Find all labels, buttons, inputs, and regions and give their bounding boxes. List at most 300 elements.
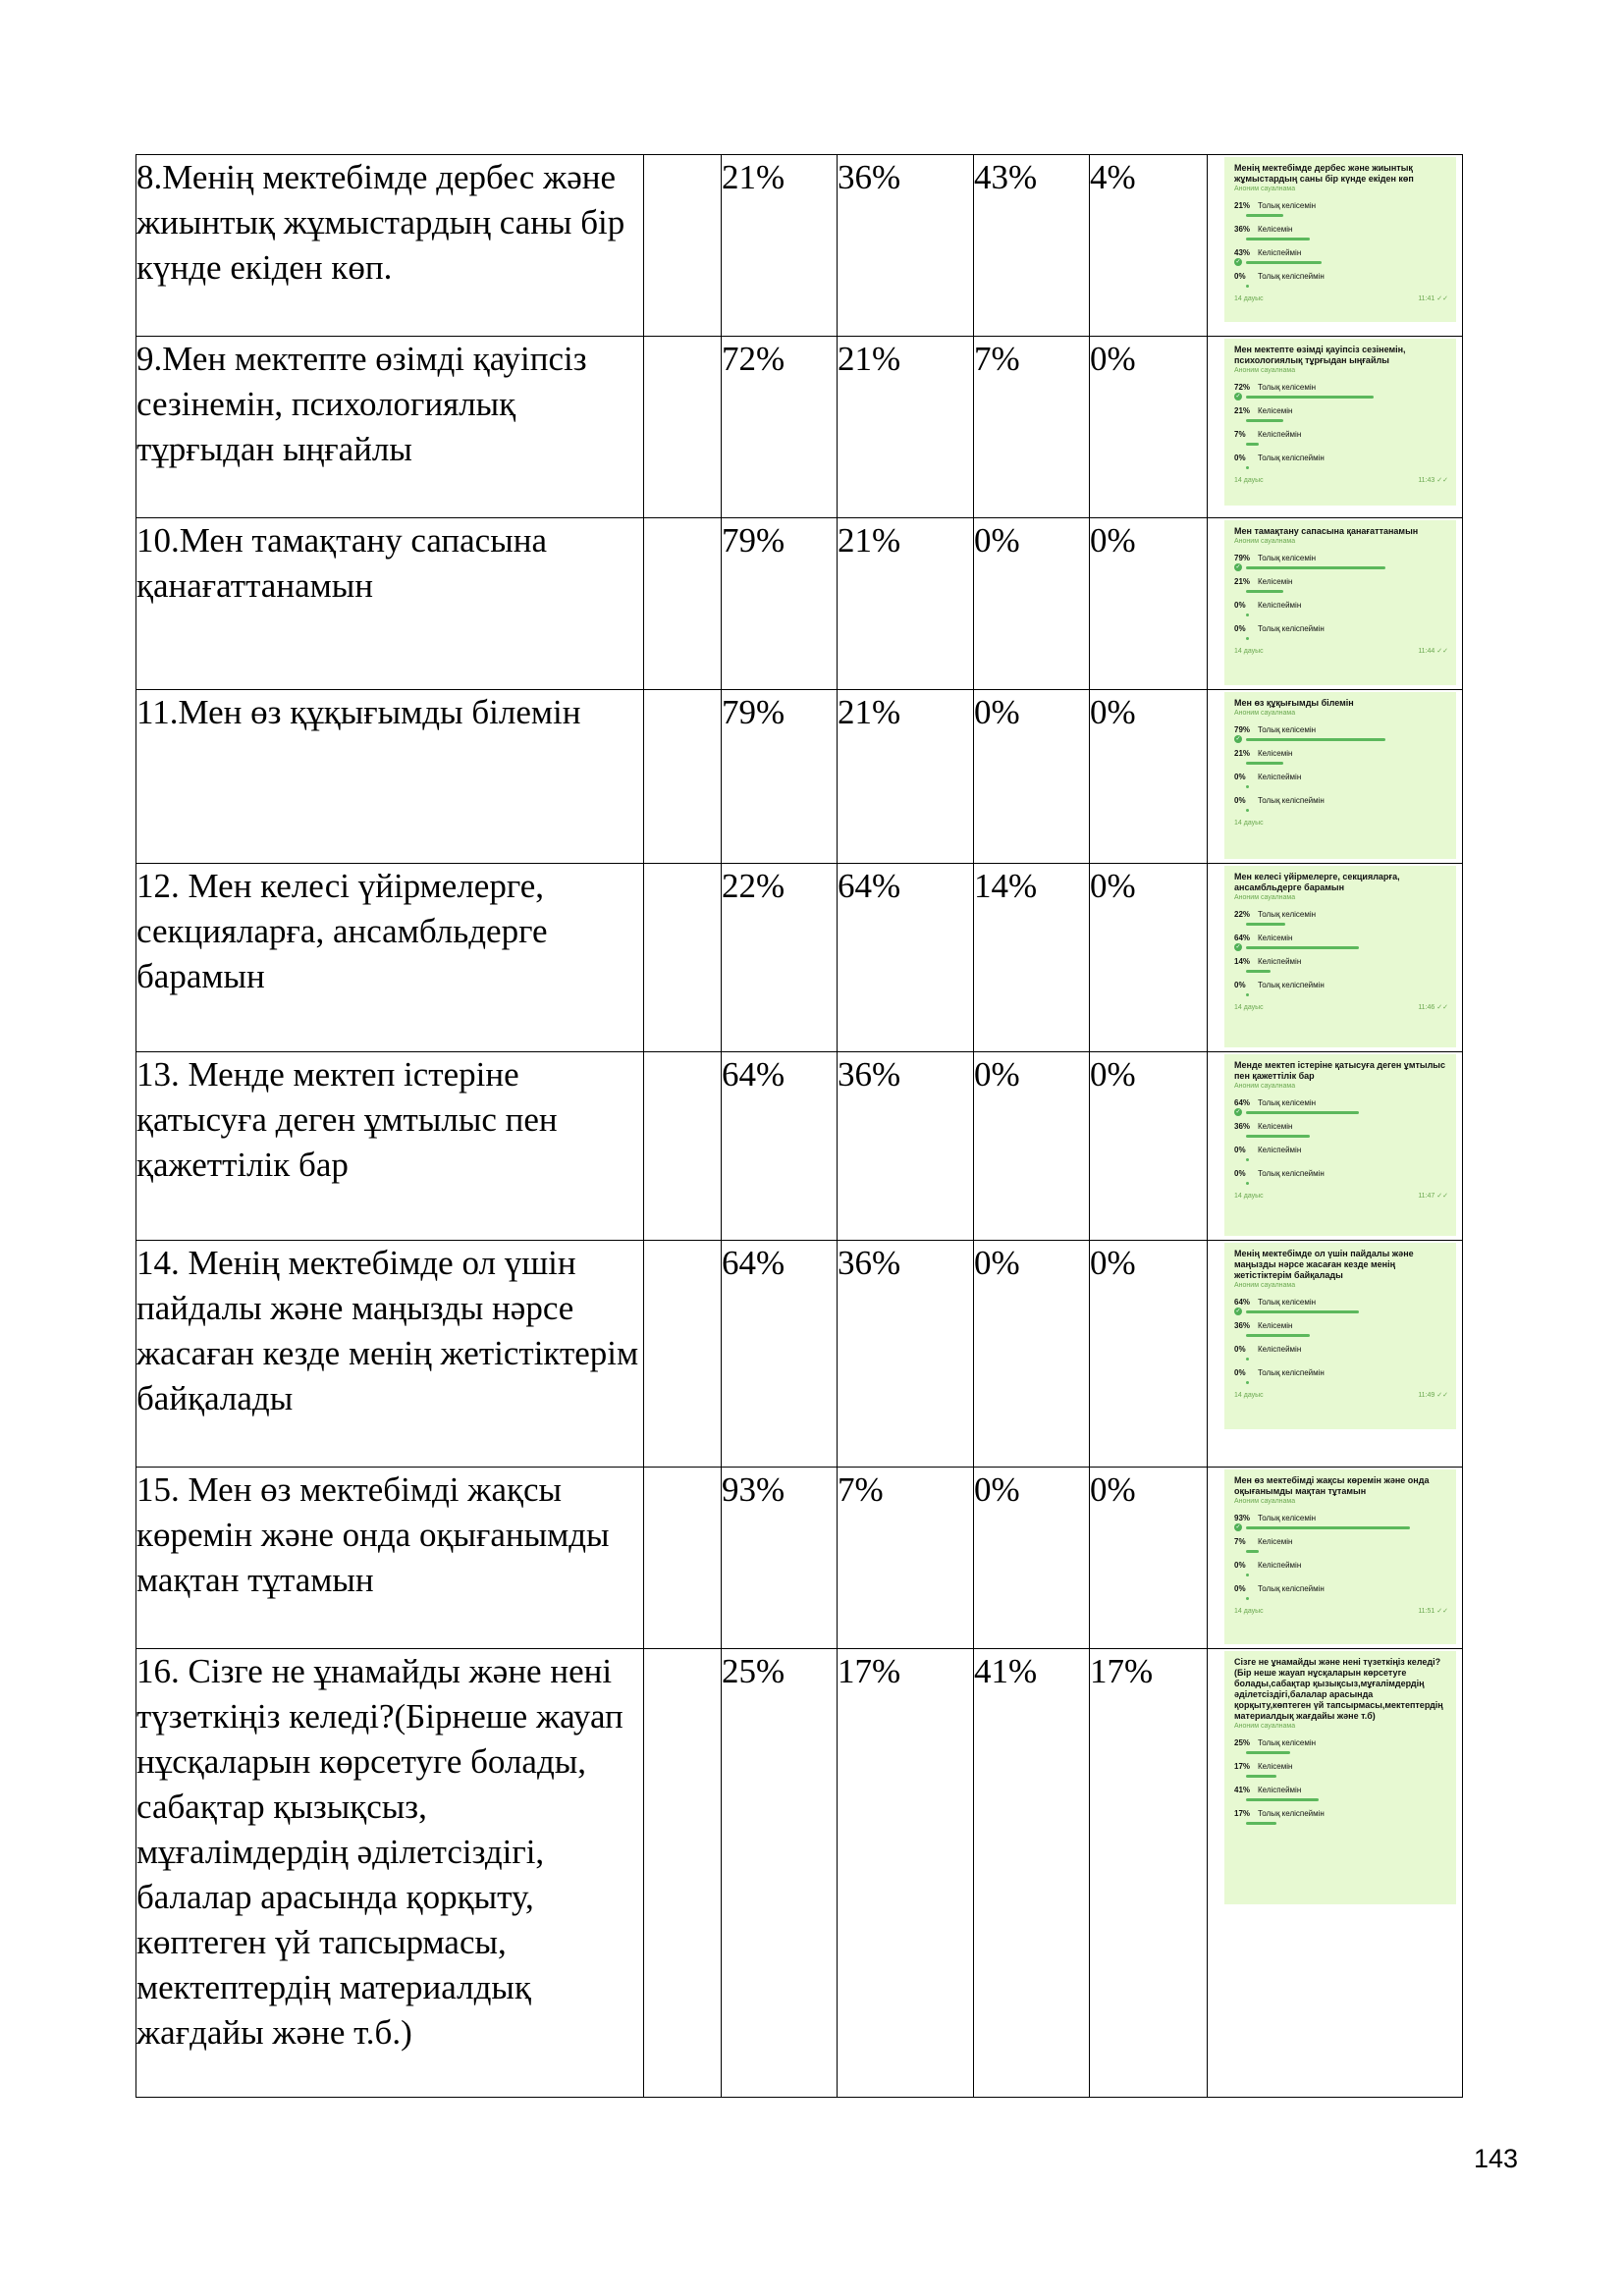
poll-option-bar-row <box>1234 1379 1448 1385</box>
poll-option-label <box>1234 600 1448 611</box>
poll-option-percent: 0% <box>1234 981 1246 989</box>
table-body <box>136 155 1463 2098</box>
poll-footer <box>1234 819 1448 828</box>
poll-option-text: Толық келіспеймін <box>1258 1584 1325 1593</box>
poll-option-bar <box>1246 1822 1276 1825</box>
percent-agree: 17% <box>838 1649 974 2098</box>
poll-option-bar-row <box>1234 760 1448 766</box>
poll-option-text: Келіспеймін <box>1258 957 1302 966</box>
poll-option-bar <box>1246 285 1249 288</box>
percent-fully-agree: 22% <box>722 864 838 1052</box>
percent-fully-disagree: 0% <box>1090 690 1208 864</box>
poll-option-percent: 0% <box>1234 1146 1246 1154</box>
poll-option-bar-row <box>1234 635 1448 641</box>
poll-option-label <box>1234 1583 1448 1594</box>
poll-timestamp: 11:41 ✓✓ <box>1418 295 1448 302</box>
poll-option-bar <box>1246 923 1285 926</box>
poll-option-text: Келіспеймін <box>1258 1561 1302 1570</box>
poll-timestamp: 11:46 ✓✓ <box>1418 1004 1448 1011</box>
poll-option-label <box>1234 724 1448 735</box>
poll-option <box>1234 224 1448 241</box>
poll-option-percent: 21% <box>1234 749 1251 758</box>
poll-option-bar <box>1246 1751 1290 1754</box>
poll-subtitle: Аноним сауалнама <box>1234 1282 1296 1289</box>
poll-option-percent: 0% <box>1234 1561 1246 1570</box>
poll-option-percent: 21% <box>1234 406 1251 415</box>
poll-option-percent: 21% <box>1234 577 1251 586</box>
poll-option-bar-row <box>1234 259 1448 265</box>
poll-option <box>1234 772 1448 789</box>
poll-option <box>1234 1320 1448 1338</box>
poll-option <box>1234 1737 1448 1755</box>
poll-subtitle: Аноним сауалнама <box>1234 1083 1296 1090</box>
poll-option-text: Келіспеймін <box>1258 601 1302 610</box>
empty-cell <box>644 1649 722 2098</box>
poll-screenshot-cell <box>1208 690 1463 864</box>
poll-option-text: Толық келіспеймін <box>1258 981 1325 989</box>
poll-option-label <box>1234 271 1448 282</box>
poll-option-percent: 36% <box>1234 1321 1251 1330</box>
poll-option-bar <box>1246 1182 1249 1185</box>
poll-option-bar <box>1246 809 1249 812</box>
poll-option-label <box>1234 429 1448 440</box>
poll-option-text: Келісемін <box>1258 577 1293 586</box>
poll-title: Мен өз құқығымды білемін <box>1234 698 1354 708</box>
poll-option <box>1234 600 1448 617</box>
poll-footer <box>1234 1003 1448 1013</box>
poll-footer <box>1234 1192 1448 1201</box>
poll-option <box>1234 553 1448 570</box>
poll-option-bar <box>1246 1158 1249 1161</box>
poll-option-label <box>1234 772 1448 782</box>
poll-subtitle: Аноним сауалнама <box>1234 186 1296 192</box>
poll-option-bar-row <box>1234 612 1448 617</box>
poll-footer <box>1234 294 1448 304</box>
poll-screenshot-cell <box>1208 1241 1463 1468</box>
poll-option-text: Келісемін <box>1258 1537 1293 1546</box>
poll-option <box>1234 453 1448 470</box>
poll-option-label <box>1234 1121 1448 1132</box>
poll-option <box>1234 1808 1448 1826</box>
poll-subtitle: Аноним сауалнама <box>1234 710 1296 717</box>
percent-disagree: 0% <box>974 690 1090 864</box>
percent-disagree: 41% <box>974 1649 1090 2098</box>
poll-option-bar <box>1246 1135 1310 1138</box>
poll-option-text: Келіспеймін <box>1258 248 1302 257</box>
poll-option-text: Келісемін <box>1258 1762 1293 1771</box>
percent-disagree: 14% <box>974 864 1090 1052</box>
table-row <box>136 1468 1463 1649</box>
poll-option-text: Толық келіспеймін <box>1258 796 1325 805</box>
poll-option-percent: 7% <box>1234 1537 1246 1546</box>
poll-option-text: Келіспеймін <box>1258 1786 1302 1794</box>
poll-option-label <box>1234 247 1448 258</box>
poll-subtitle: Аноним сауалнама <box>1234 894 1296 901</box>
poll-option-percent: 14% <box>1234 957 1251 966</box>
poll-option-bar <box>1246 970 1271 973</box>
poll-title: Мен өз мектебімді жақсы көремін және онда оқығанымды мақтан тұтамын <box>1234 1475 1430 1496</box>
poll-option-label <box>1234 1761 1448 1772</box>
poll-option-percent: 36% <box>1234 225 1251 234</box>
poll-option-percent: 17% <box>1234 1809 1251 1818</box>
poll-footer <box>1234 1391 1448 1401</box>
empty-cell <box>644 1241 722 1468</box>
poll-option-bar-row <box>1234 1820 1448 1826</box>
percent-fully-agree: 64% <box>722 1241 838 1468</box>
poll-option-percent: 36% <box>1234 1122 1251 1131</box>
poll-option-bar-row <box>1234 236 1448 241</box>
poll-title: Менің мектебімде ол үшін пайдалы және маңызды нәрсе жасаған кезде менің жетістіктерім байқалады <box>1234 1249 1414 1280</box>
poll-option-bar <box>1246 443 1259 446</box>
poll-option-bar <box>1246 1526 1410 1529</box>
poll-option-text: Толық келісемін <box>1258 725 1317 734</box>
empty-cell <box>644 864 722 1052</box>
percent-disagree: 7% <box>974 337 1090 518</box>
poll-option-text: Толық келісемін <box>1258 1098 1317 1107</box>
poll-screenshot-cell <box>1208 1052 1463 1241</box>
percent-agree: 36% <box>838 1052 974 1241</box>
poll-option-percent: 64% <box>1234 934 1251 942</box>
question-cell: 11.Мен өз құқығымды білемін <box>136 690 644 864</box>
poll-screenshot-cell <box>1208 155 1463 337</box>
poll-option-bar <box>1246 1574 1249 1576</box>
poll-option <box>1234 382 1448 400</box>
poll-option-bar <box>1246 1358 1249 1361</box>
poll-option <box>1234 623 1448 641</box>
poll-option-bar-row <box>1234 921 1448 927</box>
poll-screenshot <box>1224 1243 1456 1429</box>
percent-fully-agree: 79% <box>722 690 838 864</box>
poll-option-label <box>1234 1560 1448 1571</box>
poll-vote-count: 14 дауыс <box>1234 1004 1264 1011</box>
poll-title: Менде мектеп істеріне қатысуға деген ұмтылыс пен қажеттілік бар <box>1234 1060 1445 1081</box>
poll-option-bar <box>1246 1381 1249 1384</box>
poll-option-label <box>1234 1737 1448 1748</box>
poll-timestamp: 11:47 ✓✓ <box>1418 1193 1448 1200</box>
poll-option-bar <box>1246 946 1359 949</box>
empty-cell <box>644 155 722 337</box>
question-cell: 15. Мен өз мектебімді жақсы көремін және онда оқығанымды мақтан тұтамын <box>136 1468 644 1649</box>
poll-screenshot-cell <box>1208 1468 1463 1649</box>
percent-fully-disagree: 0% <box>1090 337 1208 518</box>
poll-option-text: Толық келіспеймін <box>1258 624 1325 633</box>
poll-option-label <box>1234 1097 1448 1108</box>
poll-option <box>1234 1297 1448 1314</box>
poll-option <box>1234 429 1448 447</box>
percent-agree: 64% <box>838 864 974 1052</box>
poll-option-label <box>1234 1145 1448 1155</box>
poll-option-bar-row <box>1234 417 1448 423</box>
poll-screenshot <box>1224 692 1456 859</box>
poll-vote-count: 14 дауыс <box>1234 477 1264 484</box>
percent-fully-disagree: 0% <box>1090 1241 1208 1468</box>
poll-timestamp: 11:51 ✓✓ <box>1418 1608 1448 1615</box>
table-row <box>136 1241 1463 1468</box>
poll-screenshot-cell <box>1208 1649 1463 2098</box>
poll-option-bar <box>1246 566 1385 569</box>
question-cell: 9.Мен мектепте өзімді қауіпсіз сезінемін, психологиялық тұрғыдан ыңғайлы <box>136 337 644 518</box>
poll-option-bar <box>1246 1334 1310 1337</box>
poll-option-percent: 0% <box>1234 773 1246 781</box>
poll-option-bar-row <box>1234 991 1448 997</box>
poll-option-bar <box>1246 238 1310 240</box>
poll-option-label <box>1234 1168 1448 1179</box>
poll-screenshot <box>1224 520 1456 685</box>
poll-option-text: Келісемін <box>1258 1122 1293 1131</box>
poll-option-label <box>1234 933 1448 943</box>
question-cell: 10.Мен тамақтану сапасына қанағаттанамын <box>136 518 644 690</box>
poll-option-label <box>1234 576 1448 587</box>
poll-subtitle: Аноним сауалнама <box>1234 367 1296 374</box>
poll-option-label <box>1234 980 1448 990</box>
poll-option-label <box>1234 748 1448 759</box>
percent-disagree: 0% <box>974 518 1090 690</box>
poll-option-bar <box>1246 590 1283 593</box>
check-icon: ✓ <box>1235 259 1241 265</box>
poll-option-bar <box>1246 396 1374 399</box>
poll-option-bar-row <box>1234 564 1448 570</box>
poll-option-text: Толық келіспеймін <box>1258 454 1325 462</box>
poll-option-text: Толық келісемін <box>1258 201 1317 210</box>
poll-option-bar-row <box>1234 212 1448 218</box>
poll-option-text: Толық келіспеймін <box>1258 1809 1325 1818</box>
poll-option <box>1234 271 1448 289</box>
percent-fully-agree: 79% <box>722 518 838 690</box>
check-icon: ✓ <box>1235 1308 1241 1314</box>
poll-option-label <box>1234 382 1448 393</box>
poll-option <box>1234 1536 1448 1554</box>
percent-fully-agree: 72% <box>722 337 838 518</box>
poll-option-bar <box>1246 1111 1359 1114</box>
poll-screenshot <box>1224 1651 1456 1904</box>
poll-option <box>1234 405 1448 423</box>
table-row <box>136 690 1463 864</box>
poll-option-bar-row <box>1234 1356 1448 1362</box>
percent-fully-agree: 93% <box>722 1468 838 1649</box>
poll-option-text: Келісемін <box>1258 934 1293 942</box>
poll-option-bar-row <box>1234 1595 1448 1601</box>
check-icon: ✓ <box>1235 1109 1241 1115</box>
question-cell: 12. Мен келесі үйірмелерге, секцияларға, ансамбльдерге барамын <box>136 864 644 1052</box>
poll-option-label <box>1234 224 1448 235</box>
poll-timestamp: 11:44 ✓✓ <box>1418 648 1448 655</box>
poll-subtitle: Аноним сауалнама <box>1234 1498 1296 1505</box>
poll-timestamp: 11:43 ✓✓ <box>1418 477 1448 484</box>
poll-option-percent: 64% <box>1234 1298 1251 1307</box>
percent-agree: 21% <box>838 337 974 518</box>
poll-title: Менің мектебімде дербес және жиынтық жұмыстардың саны бір күнде екіден көп <box>1234 163 1414 184</box>
poll-vote-count: 14 дауыс <box>1234 1193 1264 1200</box>
percent-agree: 36% <box>838 1241 974 1468</box>
poll-option <box>1234 933 1448 950</box>
poll-option-percent: 0% <box>1234 1169 1246 1178</box>
poll-option-text: Келісемін <box>1258 406 1293 415</box>
percent-fully-disagree: 17% <box>1090 1649 1208 2098</box>
poll-option-bar-row <box>1234 968 1448 974</box>
poll-option-label <box>1234 1367 1448 1378</box>
check-icon: ✓ <box>1235 564 1241 570</box>
poll-option-label <box>1234 405 1448 416</box>
poll-option <box>1234 1583 1448 1601</box>
poll-option-bar <box>1246 738 1385 741</box>
percent-fully-disagree: 0% <box>1090 1468 1208 1649</box>
poll-option-bar-row <box>1234 588 1448 594</box>
poll-option-text: Толық келіспеймін <box>1258 1169 1325 1178</box>
percent-agree: 21% <box>838 690 974 864</box>
poll-option <box>1234 795 1448 813</box>
poll-option-label <box>1234 1320 1448 1331</box>
poll-option-percent: 93% <box>1234 1514 1251 1522</box>
poll-option-label <box>1234 909 1448 920</box>
poll-option-label <box>1234 956 1448 967</box>
poll-option-percent: 0% <box>1234 601 1246 610</box>
poll-option-bar <box>1246 614 1249 616</box>
poll-screenshot-cell <box>1208 337 1463 518</box>
check-icon: ✓ <box>1235 944 1241 950</box>
poll-option-text: Толық келіспеймін <box>1258 272 1325 281</box>
poll-option-bar-row <box>1234 944 1448 950</box>
poll-option-text: Келісемін <box>1258 1321 1293 1330</box>
poll-option-bar-row <box>1234 1796 1448 1802</box>
table-row <box>136 518 1463 690</box>
poll-option-bar-row <box>1234 1308 1448 1314</box>
poll-option-text: Толық келісемін <box>1258 1298 1317 1307</box>
poll-option <box>1234 956 1448 974</box>
poll-option <box>1234 1145 1448 1162</box>
percent-disagree: 0% <box>974 1052 1090 1241</box>
poll-screenshot-cell <box>1208 518 1463 690</box>
poll-option-label <box>1234 1536 1448 1547</box>
survey-results-table <box>135 154 1463 2098</box>
poll-option-text: Толық келісемін <box>1258 383 1317 392</box>
poll-option-bar-row <box>1234 783 1448 789</box>
poll-option-percent: 0% <box>1234 454 1246 462</box>
poll-option-bar <box>1246 1775 1276 1778</box>
poll-option-bar <box>1246 419 1283 422</box>
table-row <box>136 864 1463 1052</box>
poll-option-percent: 25% <box>1234 1738 1251 1747</box>
poll-option-percent: 72% <box>1234 383 1251 392</box>
poll-vote-count: 14 дауыс <box>1234 648 1264 655</box>
poll-option-percent: 17% <box>1234 1762 1251 1771</box>
poll-option <box>1234 247 1448 265</box>
poll-screenshot-cell <box>1208 864 1463 1052</box>
poll-screenshot <box>1224 1469 1456 1644</box>
poll-option-bar <box>1246 993 1249 996</box>
poll-option-percent: 0% <box>1234 624 1246 633</box>
poll-option-bar-row <box>1234 807 1448 813</box>
poll-option-text: Толық келісемін <box>1258 1738 1317 1747</box>
poll-option-bar-row <box>1234 283 1448 289</box>
check-icon: ✓ <box>1235 394 1241 400</box>
poll-option-bar-row <box>1234 1524 1448 1530</box>
percent-disagree: 43% <box>974 155 1090 337</box>
poll-option-text: Келісемін <box>1258 225 1293 234</box>
poll-option-bar-row <box>1234 1572 1448 1577</box>
poll-option-bar <box>1246 1597 1249 1600</box>
poll-option-percent: 43% <box>1234 248 1251 257</box>
poll-option-label <box>1234 1808 1448 1819</box>
poll-option <box>1234 200 1448 218</box>
poll-option <box>1234 748 1448 766</box>
poll-option-bar-row <box>1234 1773 1448 1779</box>
poll-option-label <box>1234 1297 1448 1308</box>
poll-option-text: Келісемін <box>1258 749 1293 758</box>
poll-option-label <box>1234 1513 1448 1523</box>
poll-option <box>1234 980 1448 997</box>
poll-option-bar-row <box>1234 1749 1448 1755</box>
poll-subtitle: Аноним сауалнама <box>1234 538 1296 545</box>
percent-fully-agree: 64% <box>722 1052 838 1241</box>
check-icon: ✓ <box>1235 1524 1241 1530</box>
poll-option <box>1234 1560 1448 1577</box>
poll-vote-count: 14 дауыс <box>1234 1608 1264 1615</box>
poll-title: Мен мектепте өзімді қауіпсіз сезінемін, психологиялық тұрғыдан ыңғайлы <box>1234 345 1406 365</box>
poll-screenshot <box>1224 339 1456 506</box>
poll-option-bar <box>1246 466 1249 469</box>
poll-option <box>1234 1513 1448 1530</box>
poll-option-bar-row <box>1234 1109 1448 1115</box>
poll-option-text: Келіспеймін <box>1258 1345 1302 1354</box>
percent-fully-disagree: 0% <box>1090 1052 1208 1241</box>
poll-option-bar-row <box>1234 1332 1448 1338</box>
poll-option-percent: 0% <box>1234 796 1246 805</box>
poll-option-percent: 0% <box>1234 1368 1246 1377</box>
percent-fully-disagree: 4% <box>1090 155 1208 337</box>
poll-option-bar <box>1246 637 1249 640</box>
poll-option <box>1234 576 1448 594</box>
poll-option <box>1234 1168 1448 1186</box>
poll-option-bar <box>1246 261 1322 264</box>
poll-option-text: Толық келісемін <box>1258 910 1317 919</box>
percent-fully-disagree: 0% <box>1090 864 1208 1052</box>
poll-option-percent: 79% <box>1234 725 1251 734</box>
poll-option-bar-row <box>1234 394 1448 400</box>
table-row <box>136 1052 1463 1241</box>
poll-option <box>1234 1121 1448 1139</box>
poll-footer <box>1234 1607 1448 1617</box>
poll-option-bar-row <box>1234 1548 1448 1554</box>
question-cell: 13. Менде мектеп істеріне қатысуға деген ұмтылыс пен қажеттілік бар <box>136 1052 644 1241</box>
poll-title: Сізге не ұнамайды және нені түзеткіңіз келеді?(Бір неше жауап нұсқаларын көрсетуге болады,сабақтар қызықсыз,мұғалімдердің әділетсіздігі,балалар арасында қорқыту,көптеген үй тапсырмасы,мектептердің материалдық жағдайы және т.б) <box>1234 1657 1443 1721</box>
poll-option-text: Толық келіспеймін <box>1258 1368 1325 1377</box>
poll-option <box>1234 1344 1448 1362</box>
poll-option-bar-row <box>1234 1133 1448 1139</box>
poll-vote-count: 14 дауыс <box>1234 820 1264 827</box>
poll-option-percent: 79% <box>1234 554 1251 562</box>
empty-cell <box>644 690 722 864</box>
poll-option <box>1234 724 1448 742</box>
poll-option-percent: 64% <box>1234 1098 1251 1107</box>
page-number: 143 <box>1474 2144 1519 2173</box>
poll-option-bar-row <box>1234 441 1448 447</box>
percent-fully-agree: 21% <box>722 155 838 337</box>
poll-option-percent: 22% <box>1234 910 1251 919</box>
poll-screenshot <box>1224 866 1456 1047</box>
poll-option-percent: 41% <box>1234 1786 1251 1794</box>
poll-option-bar-row <box>1234 736 1448 742</box>
poll-option-label <box>1234 1344 1448 1355</box>
poll-option-bar <box>1246 1798 1319 1801</box>
check-icon: ✓ <box>1235 736 1241 742</box>
empty-cell <box>644 518 722 690</box>
poll-option <box>1234 909 1448 927</box>
poll-option-text: Келіспеймін <box>1258 1146 1302 1154</box>
question-cell: 16. Сізге не ұнамайды және нені түзеткіңіз келеді?(Бірнеше жауап нұсқаларын көрсетуге болады, сабақтар қызықсыз, мұғалімдердің әділетсіздігі, балалар арасында қорқыту, көптеген үй тапсырмасы, мектептердің материалдық жағдайы және т.б.) <box>136 1649 644 2098</box>
poll-screenshot <box>1224 1054 1456 1236</box>
poll-title: Мен келесі үйірмелерге, секцияларға, ансамбльдерге барамын <box>1234 872 1400 892</box>
poll-option-text: Толық келісемін <box>1258 1514 1317 1522</box>
